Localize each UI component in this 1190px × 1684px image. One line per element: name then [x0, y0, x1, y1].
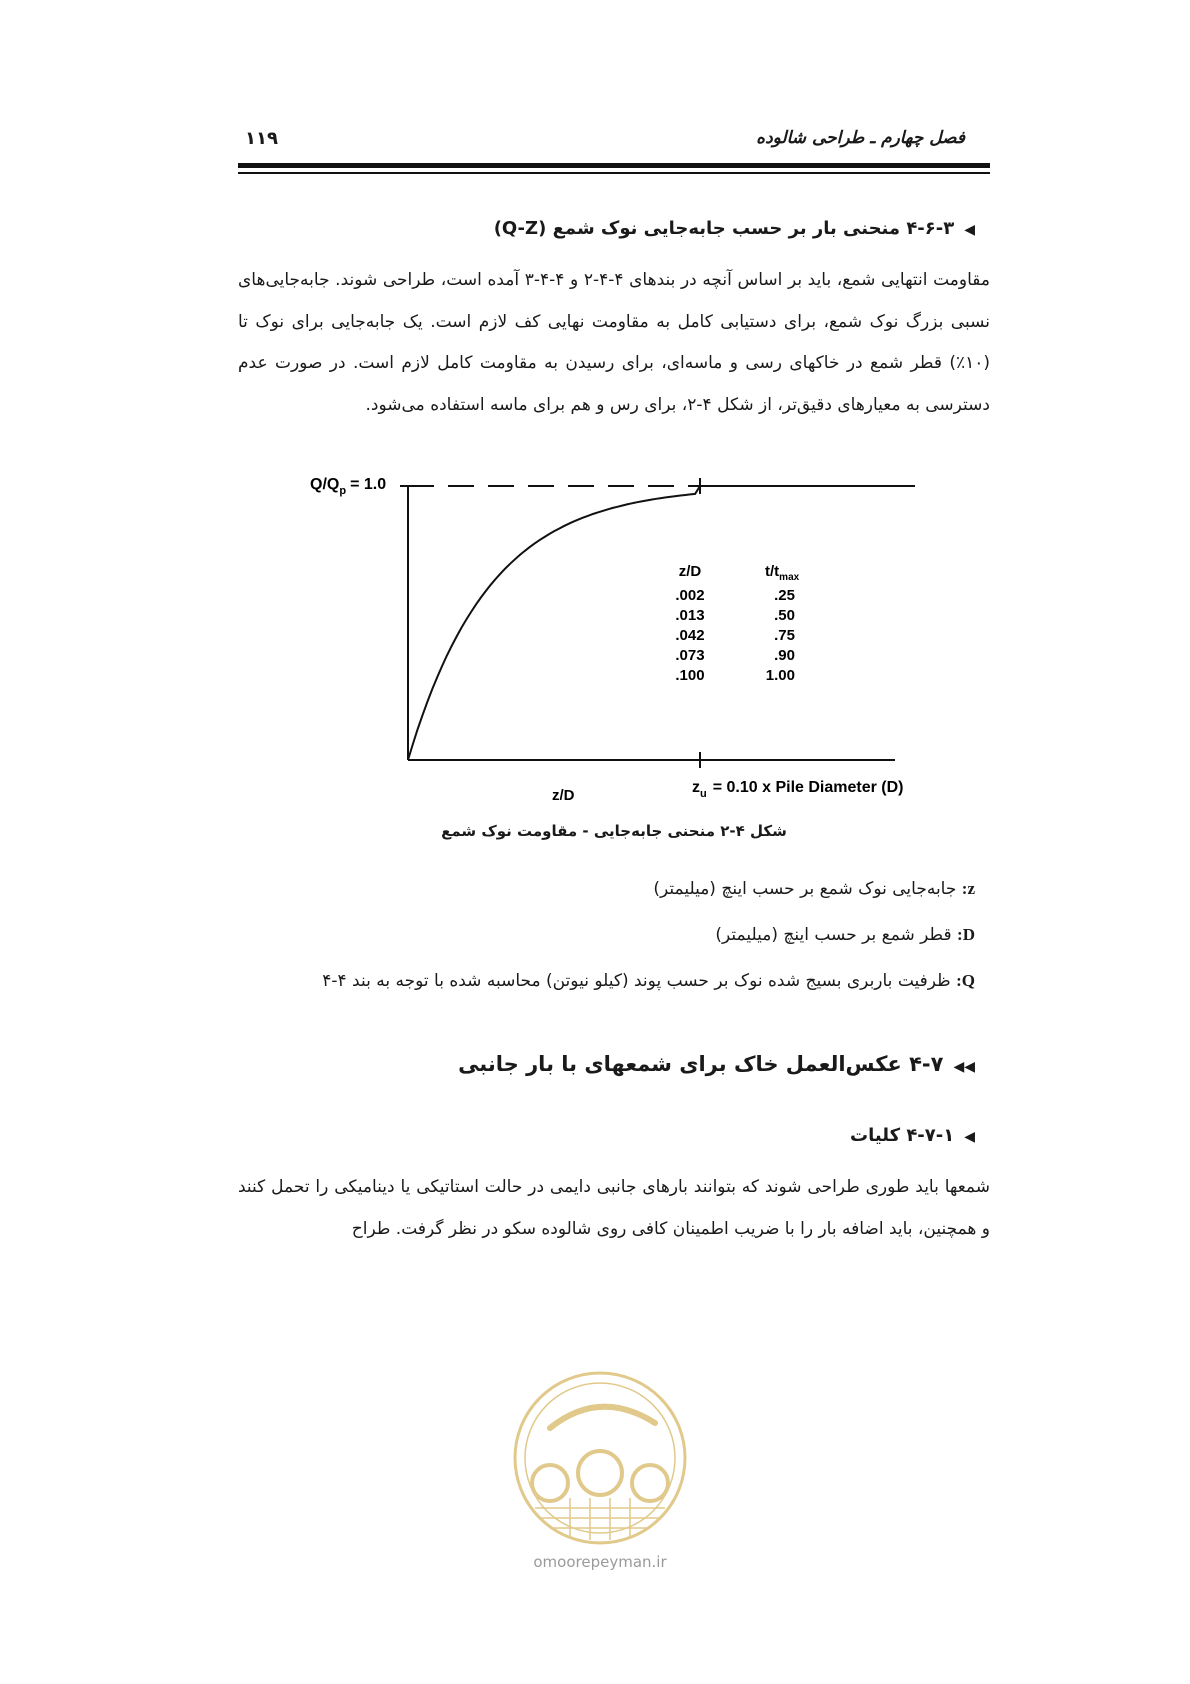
table-cell-zd: .002 — [675, 587, 705, 604]
table-cell-t: .50 — [774, 607, 795, 624]
watermark-url: omoorepeyman.ir — [533, 1553, 667, 1571]
table-cell-t: 1.00 — [765, 667, 795, 684]
zu-annotation: $z_u = 0.10$ x Pile Diameter (D) — [692, 779, 904, 800]
table-cell-t: .25 — [774, 587, 795, 604]
table-cell-zd: .013 — [675, 607, 705, 624]
y-axis-label: $Q/Q_p = 1.0$ — [310, 476, 387, 497]
definitions-list — [322, 866, 975, 1004]
triangle-bullet-icon: ◀ — [964, 1129, 975, 1145]
definition-key: Q: — [956, 971, 975, 990]
section-heading-4-7 — [458, 1052, 975, 1076]
definition-item — [322, 866, 975, 912]
section-heading-4-6-3 — [494, 218, 975, 239]
section-paragraph: شمعها باید طوری طراحی شوند که بتوانند بارهای جانبی دایمی در حالت استاتیکی یا دینامیکی را تحمل کنند و همچنین، باید اضافه بار را با ضریب اطمینان کافی روی شالوده سکو در نظر گرفت. طراح — [238, 1177, 990, 1239]
page-number: ۱۱۹ — [245, 128, 278, 149]
section-heading-text: ۴-۶-۳ منحنی بار بر حسب جابه‌جایی نوک شمع (Q-Z) — [493, 218, 955, 239]
load-displacement-curve — [408, 486, 700, 760]
data-table — [675, 563, 799, 684]
q-z-curve-figure — [280, 470, 920, 820]
table-cell-zd: .100 — [675, 667, 705, 684]
header-title: فصل چهارم ـ طراحی شالوده — [756, 128, 965, 148]
x-axis-label: z/D — [552, 787, 575, 804]
triangle-bullet-icon: ◀ — [964, 222, 975, 238]
table-header-zd: z/D — [678, 563, 702, 580]
figure-caption: شکل ۴-۲ منحنی جابه‌جایی - مقاومت نوک شمع — [441, 822, 787, 840]
table-header-t: $t/t_{max}$ — [765, 563, 800, 583]
header-rule-thick — [238, 163, 990, 168]
section-heading-text: ۴-۷ عکس‌العمل خاک برای شمعهای با بار جانبی — [458, 1052, 944, 1076]
section-paragraph: مقاومت انتهایی شمع، باید بر اساس آنچه در بندهای ۴-۴-۲ و ۴-۴-۳ آمده است، طراحی شوند. جابه‌جایی‌های نسبی بزرگ نوک شمع، برای دستیابی کامل به مقاومت نهایی کف لازم است. یک جابه‌جایی برای نوک تا (۱۰٪) قطر شمع در خاکهای رسی و ماسه‌ای، برای رسیدن به مقاومت کامل لازم است. در صورت عدم دسترسی به معیارهای دقیق‌تر، از شکل ۴-۲، برای رس و هم برای ماسه استفاده می‌شود. — [238, 270, 990, 415]
table-cell-zd: .073 — [675, 647, 705, 664]
table-cell-t: .90 — [774, 647, 795, 664]
definition-key: D: — [957, 925, 975, 944]
definition-key: z: — [961, 879, 975, 898]
definition-text: قطر شمع بر حسب اینچ (میلیمتر) — [715, 925, 952, 945]
header-rule-thin — [238, 172, 990, 174]
definition-item — [322, 958, 975, 1004]
double-triangle-bullet-icon: ◀◀ — [953, 1059, 975, 1075]
definition-item — [322, 912, 975, 958]
section-heading-text: ۴-۷-۱ کلیات — [850, 1125, 955, 1146]
definition-text: ظرفیت باربری بسیج شده نوک بر حسب پوند (کیلو نیوتن) محاسبه شده با توجه به بند ۴-۴ — [322, 971, 951, 991]
section-heading-4-7-1 — [850, 1125, 975, 1146]
table-cell-zd: .042 — [675, 627, 705, 644]
watermark-logo-icon — [490, 1368, 710, 1548]
definition-text: جابه‌جایی نوک شمع بر حسب اینچ (میلیمتر) — [653, 879, 957, 899]
table-cell-t: .75 — [774, 627, 795, 644]
